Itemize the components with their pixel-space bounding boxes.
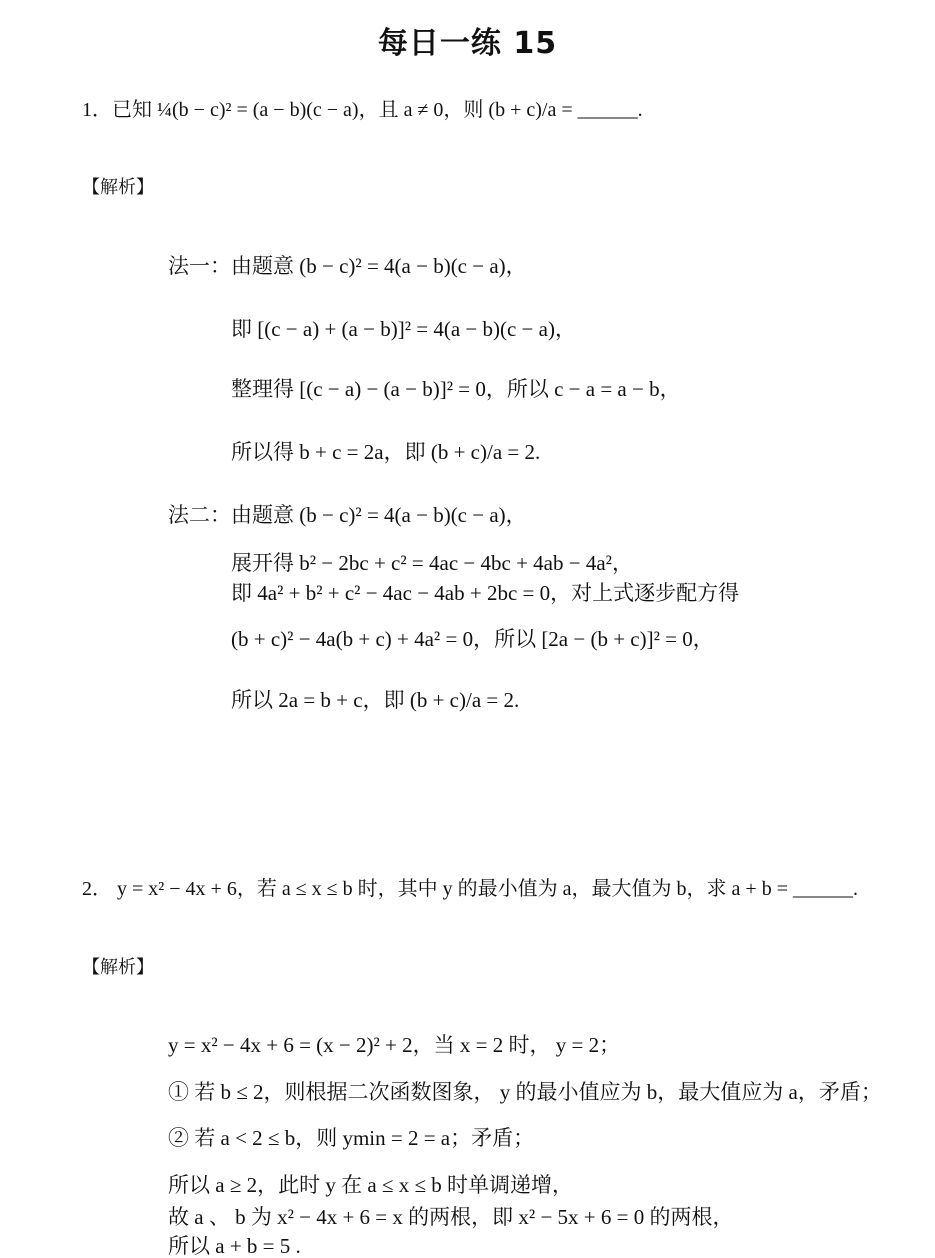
p1-method2-line1: 法二：由题意 (b − c)² = 4(a − b)(c − a)， — [168, 503, 527, 527]
p2-line6: 所以 a + b = 5 . — [168, 1234, 301, 1258]
p1-method2-line3: 即 4a² + b² + c² − 4ac − 4ab + 2bc = 0，对上式逐步配方得 — [231, 581, 740, 605]
p1-method2-line4: (b + c)² − 4a(b + c) + 4a² = 0，所以 [2a − (b + c)]² = 0， — [231, 627, 714, 651]
p1-method1-line1: 法一：由题意 (b − c)² = 4(a − b)(c − a)， — [168, 254, 527, 278]
problem-2-analysis-label: 【解析】 — [82, 957, 154, 978]
p2-line2: ① 若 b ≤ 2，则根据二次函数图象， y 的最小值应为 b，最大值应为 a，矛盾； — [168, 1080, 882, 1104]
p1-method1-line3: 整理得 [(c − a) − (a − b)]² = 0，所以 c − a = a − b， — [231, 377, 681, 401]
p1-method1-line4: 所以得 b + c = 2a，即 (b + c)/a = 2. — [231, 440, 541, 464]
p1-method2-line2: 展开得 b² − 2bc + c² = 4ac − 4bc + 4ab − 4a²， — [231, 551, 633, 575]
p2-line5: 故 a 、 b 为 x² − 4x + 6 = x 的两根，即 x² − 5x + 6 = 0 的两根， — [168, 1205, 734, 1229]
problem-1-statement: 1．已知 ¼(b − c)² = (a − b)(c − a)，且 a ≠ 0，则 (b + c)/a = ______. — [82, 99, 643, 121]
page-title: 每日一练 15 — [377, 26, 558, 61]
p2-line4: 所以 a ≥ 2，此时 y 在 a ≤ x ≤ b 时单调递增， — [168, 1173, 573, 1197]
problem-1-analysis-label: 【解析】 — [82, 177, 154, 198]
p1-method1-line2: 即 [(c − a) + (a − b)]² = 4(a − b)(c − a)， — [231, 317, 576, 341]
p1-method2-line5: 所以 2a = b + c，即 (b + c)/a = 2. — [231, 688, 520, 712]
p2-line3: ② 若 a < 2 ≤ b，则 ymin = 2 = a；矛盾； — [168, 1126, 535, 1150]
problem-2-statement: 2． y = x² − 4x + 6，若 a ≤ x ≤ b 时，其中 y 的最小值为 a，最大值为 b，求 a + b = ______. — [82, 878, 858, 900]
p2-line1: y = x² − 4x + 6 = (x − 2)² + 2，当 x = 2 时， y = 2； — [168, 1033, 621, 1057]
